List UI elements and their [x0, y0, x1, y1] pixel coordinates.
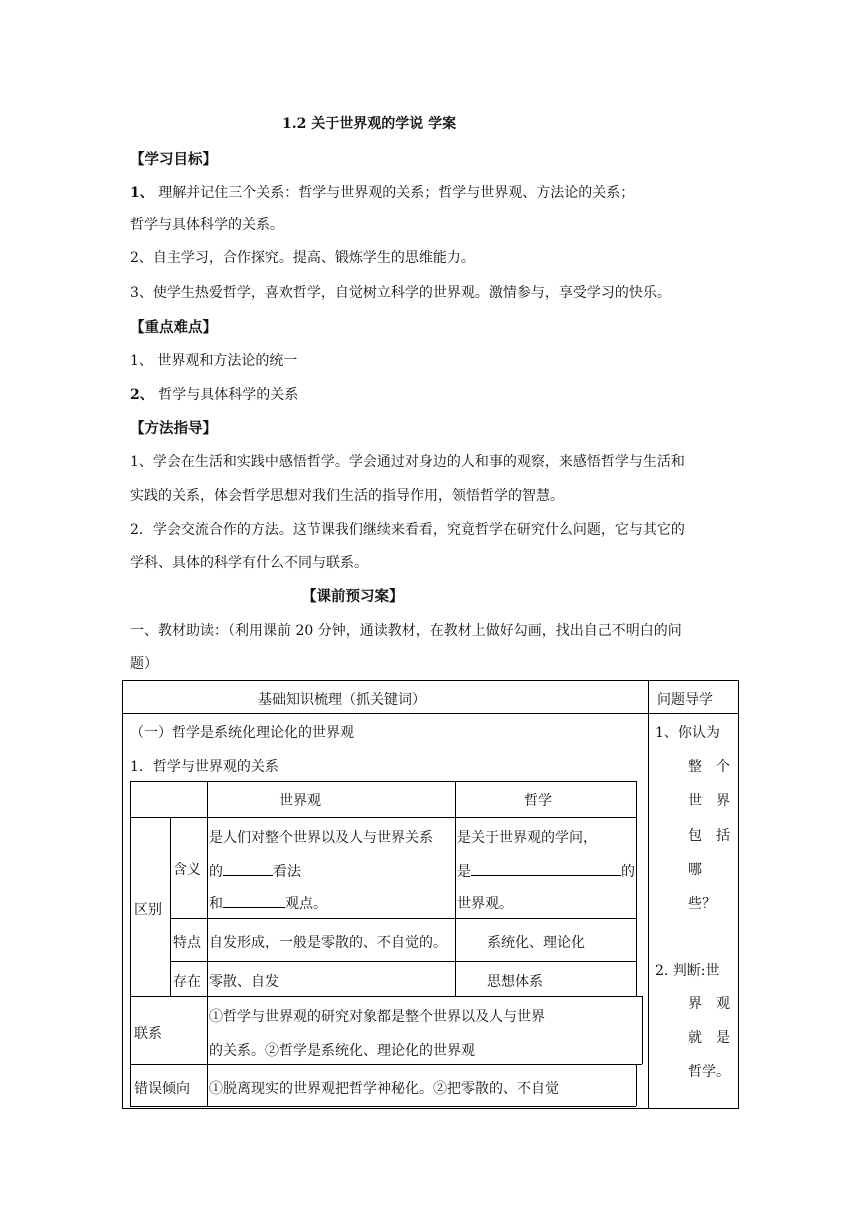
method-heading: 【方法指导】: [130, 420, 217, 437]
error-line1: ①脱离现实的世界观把哲学神秘化。②把零散的、不自觉: [209, 1081, 559, 1097]
guide-q1-line6: 些？: [688, 896, 716, 912]
inner-right-edge: [636, 781, 637, 996]
col-worldview: 世界观: [279, 793, 321, 809]
meaning-wv-line1: 是人们对整个世界以及人与世界关系: [209, 830, 433, 846]
inner-line-meaning: [170, 918, 636, 919]
row-meaning: 含义: [173, 862, 201, 878]
meaning-wv-line3: 和 观点。: [209, 896, 327, 912]
inner-line-feature: [170, 961, 636, 962]
table-divider: [648, 680, 649, 1109]
guide-q1-line2: 整 个: [688, 759, 730, 775]
inner-left-edge: [130, 781, 131, 1106]
guide-q1-line1: 1、你认为: [655, 725, 720, 741]
inner-table-top: [130, 781, 636, 782]
inner-col-split: [455, 781, 456, 996]
goal-item-3: 3、使学生热爱哲学，喜欢哲学，自觉树立科学的世界观。激情参与，享受学习的快乐。: [130, 285, 671, 301]
inner-line-header: [130, 817, 636, 818]
keypoint-item-2: 2、 哲学与具体科学的关系: [130, 387, 299, 403]
guide-q1-line5: 哪: [688, 862, 702, 878]
row-error: 错误倾向: [134, 1081, 190, 1097]
guide-q2-line2: 界 观: [688, 996, 730, 1012]
preview-intro-line2: 题）: [130, 656, 158, 672]
goal-item-2: 2、自主学习，合作探究。提高、锻炼学生的思维能力。: [130, 250, 475, 266]
preview-intro-line1: 一、教材助读：（利用课前 20 分钟，通读教材，在教材上做好勾画，找出自己不明白的问: [130, 623, 682, 639]
table-header-left: 基础知识梳理（抓关键词）: [258, 692, 426, 708]
link-line2: 的关系。②哲学是系统化、理论化的世界观: [209, 1043, 475, 1059]
row-exist: 存在: [173, 974, 201, 990]
keypoints-heading: 【重点难点】: [130, 319, 217, 336]
meaning-wv-line2: 的 看法: [209, 864, 301, 880]
meaning-ph-line2: 是 的: [457, 864, 635, 880]
meaning-ph-line3: 世界观。: [457, 896, 513, 912]
link-line1: ①哲学与世界观的研究对象都是整个世界以及人与世界: [209, 1009, 545, 1025]
blank-2[interactable]: [223, 895, 285, 908]
method-p1-line1: 1、学会在生活和实践中感悟哲学。学会通过对身边的人和事的观察，来感悟哲学与生活和: [130, 454, 685, 470]
goal-item-1: 1、 理解并记住三个关系：哲学与世界观的关系；哲学与世界观、方法论的关系；: [130, 185, 635, 201]
row-feature: 特点: [173, 935, 201, 951]
col-philosophy: 哲学: [524, 793, 552, 809]
inner-col-sub: [170, 817, 171, 996]
table-header-line: [122, 713, 739, 714]
row-difference: 区别: [134, 902, 162, 918]
method-p1-line2: 实践的关系，体会哲学思想对我们生活的指导作用，领悟哲学的智慧。: [130, 488, 564, 504]
exist-philosophy: 思想体系: [487, 974, 543, 990]
page-title: 1.2 关于世界观的学说 学案: [282, 116, 457, 132]
goals-heading: 【学习目标】: [130, 151, 217, 168]
inner-line-bottom: [130, 1106, 636, 1107]
feature-worldview: 自发形成，一般是零散的、不自觉的。: [209, 935, 447, 951]
table-header-right: 问题导学: [657, 692, 713, 708]
table-section-title: （一）哲学是系统化理论化的世界观: [130, 725, 354, 741]
keypoint-item-1: 1、 世界观和方法论的统一: [130, 353, 298, 369]
inner-right-edge-error: [636, 1064, 637, 1106]
guide-q2-line4: 哲学。: [688, 1064, 730, 1080]
feature-philosophy: 系统化、理论化: [487, 935, 585, 951]
exist-worldview: 零散、自发: [209, 974, 279, 990]
inner-right-edge-link: [642, 996, 643, 1064]
inner-col-main: [207, 781, 208, 1106]
guide-q1-line4: 包 括: [688, 828, 730, 844]
goal-item-1-cont: 哲学与具体科学的关系。: [130, 217, 284, 233]
guide-q2-line3: 就 是: [688, 1030, 730, 1046]
guide-q1-line3: 世 界: [688, 793, 730, 809]
preview-heading: 【课前预习案】: [302, 588, 404, 605]
blank-3[interactable]: [471, 863, 621, 876]
guide-q2-line1: 2. 判断:世: [655, 963, 720, 979]
method-p2-line1: 2．学会交流合作的方法。这节课我们继续来看看，究竟哲学在研究什么问题，它与其它的: [130, 522, 685, 538]
table-sub-title: 1．哲学与世界观的关系: [130, 759, 279, 775]
meaning-ph-line1: 是关于世界观的学问，: [457, 830, 597, 846]
method-p2-line2: 学科、具体的科学有什么不同与联系。: [130, 555, 368, 571]
blank-1[interactable]: [223, 863, 273, 876]
row-link: 联系: [134, 1026, 162, 1042]
